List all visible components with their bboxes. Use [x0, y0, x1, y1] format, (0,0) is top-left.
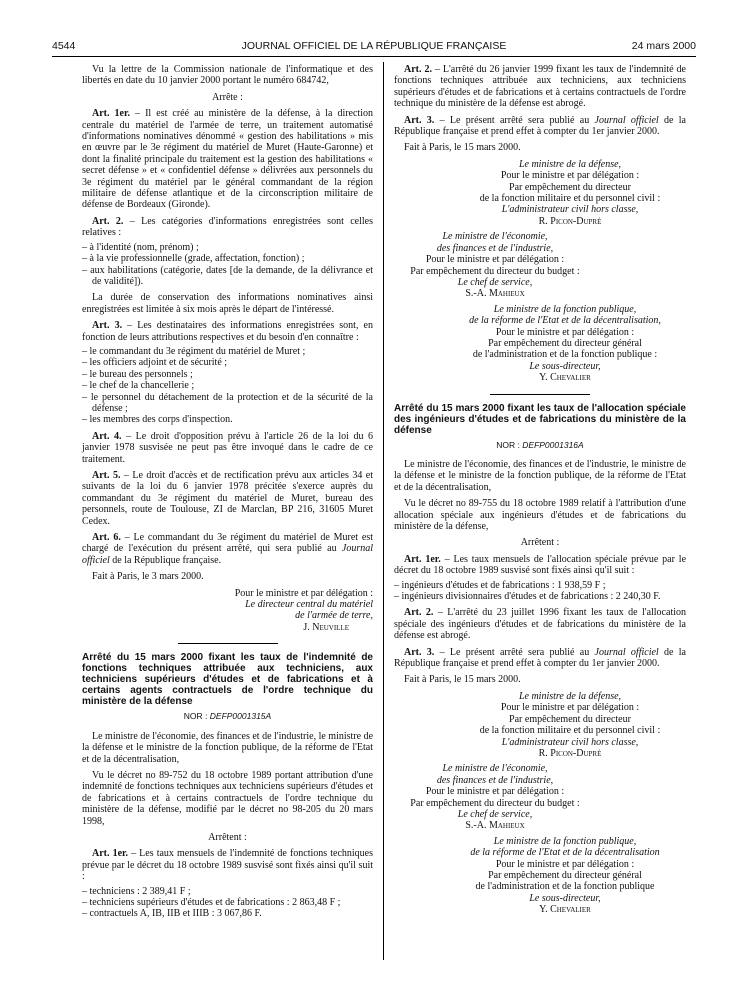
signature-defense: Le ministre de la défense, Pour le ministre et par délégation : Par empêchement du directeur de la fonction militaire et du personnel civil : L'administrateur civil hors classe, R. Picon-Dupré — [394, 159, 686, 227]
right-column — [394, 64, 686, 920]
list-item: – à l'identité (nom, prénom) ; — [82, 241, 199, 253]
signatory-name: Y. Chevalier — [539, 372, 591, 384]
article-4: Art. 4. – Le droit d'opposition prévu à l'article 26 de la loi du 6 janvier 1978 susvisée ne peut pas être invoqué dans le cadre de ce traitement. — [82, 430, 373, 465]
signatory-name: R. Picon-Dupré — [538, 747, 602, 759]
list-item: – ingénieurs d'études et de fabrications : 1 938,59 F ; — [394, 579, 606, 591]
arretent-label: Arrêtent : — [208, 831, 247, 843]
decree-title: Arrêté du 15 mars 2000 fixant les taux de l'indemnité de fonctions techniques attribuée aux techniciens, aux techniciens supérieurs d'études et de fabrications et à certains agents contractuels de l'ordre technique du ministère de la défense — [82, 652, 373, 708]
issue-date: 24 mars 2000 — [631, 40, 696, 52]
list-item: – à la vie professionnelle (grade, affectation, fonction) ; — [82, 253, 305, 265]
ministers-paragraph: Le ministre de l'économie, des finances et de l'industrie, le ministre de la défense et le ministre de la fonction publique, de la réforme de l'Etat et de la décentralisation, — [82, 730, 374, 765]
list-item: – techniciens : 2 389,41 F ; — [82, 885, 191, 897]
vu-decree: Vu le décret no 89-752 du 18 octobre 1989 portant attribution d'une indemnité de fonctions techniques aux techniciens supérieurs d'études et de fabrications et à certains contractuels de l'ordre technique du ministère de la défense, modifié par le décret no 98-205 du 20 mars 1998, — [82, 769, 373, 827]
signatory-name: J. Neuville — [303, 621, 349, 633]
section-separator — [178, 643, 278, 644]
column-divider — [383, 62, 384, 960]
signatory-name: S.-A. Mahieux — [465, 820, 525, 832]
decree-article-3: Art. 3. – Le présent arrêté sera publié au Journal officiel de la République française et prend effet à compter du 1er janvier 2000. — [394, 646, 686, 670]
rates-list — [394, 580, 686, 603]
nor-reference: NOR : DEFP0001315A — [183, 711, 272, 722]
left-column — [82, 64, 373, 925]
signature-block: Pour le ministre et par délégation : Le directeur central du matériel de l'armée de terre, J. Neuville — [82, 588, 373, 634]
article-2-retention: La durée de conservation des informations nominatives ainsi enregistrées est limitée à six mois après le départ de l'intéressé. — [82, 292, 373, 315]
decree-title: Arrêté du 15 mars 2000 fixant les taux de l'allocation spéciale des ingénieurs d'études et de fabrications du ministère de la défense — [394, 402, 686, 436]
article-5: Art. 5. – Le droit d'accès et de rectification prévu aux articles 34 et suivants de la loi du 6 janvier 1978 précitée s'exerce auprès du commandant du 3e régiment du matériel de Muret, bureau des personnels, route de Toulouse, ZI de Marclan, BP 216, 31605 Muret Cedex. — [82, 470, 373, 527]
decree-article-2: Art. 2. – L'arrêté du 23 juillet 1996 fixant les taux de l'allocation spéciale des ingénieurs d'études et de fabrications du ministère de la défense est abrogé. — [394, 607, 686, 642]
signatory-name: S.-A. Mahieux — [465, 288, 525, 300]
list-item: – le personnel du détachement de la protection et de la sécurité de la défense ; — [82, 391, 373, 414]
list-item: – les officiers adjoint et de sécurité ; — [82, 357, 228, 369]
list-item: – le bureau des personnels ; — [82, 368, 193, 380]
arrete-label: Arrête : — [212, 91, 243, 103]
list-item: – le chef de la chancellerie ; — [82, 380, 195, 392]
done-at: Fait à Paris, le 3 mars 2000. — [92, 571, 204, 583]
page-header — [52, 40, 696, 56]
signature-economie: Le ministre de l'économie, des finances et de l'industrie, Pour le ministre et par délégation : Par empêchement du directeur du budget : Le chef de service, S.-A. Mahieux — [394, 763, 686, 831]
intro-paragraph: Vu la lettre de la Commission nationale de l'informatique et des libertés en date du 10 janvier 2000 portant le numéro 684742, — [82, 64, 373, 87]
journal-title: JOURNAL OFFICIEL DE LA RÉPUBLIQUE FRANÇAISE — [241, 40, 507, 52]
signature-economie: Le ministre de l'économie, des finances et de l'industrie, Pour le ministre et par délégation : Par empêchement du directeur du budget : Le chef de service, S.-A. Mahieux — [394, 231, 686, 299]
list-item: – ingénieurs divisionnaires d'études et de fabrications : 2 240,30 F. — [394, 591, 661, 603]
article-2-list — [82, 242, 373, 288]
list-item: – le commandant du 3e régiment du matériel de Muret ; — [82, 345, 306, 357]
done-at: Fait à Paris, le 15 mars 2000. — [404, 142, 521, 154]
nor-reference: NOR : DEFP0001316A — [496, 439, 584, 450]
done-at: Fait à Paris, le 15 mars 2000. — [404, 674, 521, 686]
signature-fonction-publique: Le ministre de la fonction publique, de la réforme de l'Etat et de la décentralisation, Pour le ministre et par délégation : Par empêchement du directeur général de l'administration et de la fonction publique : Le sous-directeur, Y. Chevalier — [394, 304, 686, 384]
article-2-abrogation: Art. 2. – L'arrêté du 26 janvier 1999 fixant les taux de l'indemnité de fonctions techniques attribuée aux techniciens, aux techniciens supérieurs d'études et de fabrications et à certains contractuels de l'ordre technique du ministère de la défense est abrogé. — [394, 64, 686, 110]
decree-article-1: Art. 1er. – Les taux mensuels de l'indemnité de fonctions techniques prévue par le décret du 18 octobre 1989 susvisé sont fixés ainsi qu'il suit : — [82, 848, 373, 883]
article-1: Art. 1er. – Il est créé au ministère de la défense, à la direction centrale du matériel de l'armée de terre, un traitement automatisé d'informations nominatives dénommé « gestion des habilitations » mis en œuvre par le 3e régiment du matériel de Muret (Haute-Garonne) et dont la finalité principale du traitement est la gestion des habilitations « secret défense » et « confidentiel défense » délivrées aux personnels du 3e régiment du matériel par le général commandant de la région militaire de défense atlantique et de la circonscription militaire de défense de Bordeaux (Gironde). — [82, 108, 373, 211]
page-number: 4544 — [52, 40, 76, 52]
signature-fonction-publique: Le ministre de la fonction publique, de la réforme de l'Etat et de la décentralisation Pour le ministre et par délégation : Par empêchement du directeur général de l'administration et de la fonction publique Le sous-directeur, Y. Chevalier — [394, 836, 686, 916]
list-item: – techniciens supérieurs d'études et de fabrications : 2 863,48 F ; — [82, 896, 341, 908]
article-3: Art. 3. – Les destinataires des informations enregistrées sont, en fonction de leurs attributions respectives et du besoin d'en connaître : — [82, 320, 373, 343]
rates-list — [82, 886, 373, 920]
signatory-name: Y. Chevalier — [539, 904, 591, 916]
signatory-name: R. Picon-Dupré — [538, 215, 602, 227]
decree-article-1: Art. 1er. – Les taux mensuels de l'allocation spéciale prévue par le décret du 18 octobre 1989 susvisé sont fixés ainsi qu'il suit : — [394, 553, 687, 577]
article-3-publication: Art. 3. – Le présent arrêté sera publié au Journal officiel de la République française et prend effet à compter du 1er janvier 2000. — [394, 114, 686, 138]
list-item: – contractuels A, IB, IIB et IIIB : 3 067,86 F. — [82, 908, 262, 920]
list-item: – les membres des corps d'inspection. — [82, 414, 233, 426]
article-6: Art. 6. – Le commandant du 3e régiment du matériel de Muret est chargé de l'exécution du présent arrêté, qui sera publié au Journal officiel de la République française. — [82, 532, 374, 566]
ministers-paragraph: Le ministre de l'économie, des finances et de l'industrie, le ministre de la défense et le ministre de la fonction publique, de la réforme de l'Etat et de la décentralisation, — [394, 458, 686, 493]
signature-defense: Le ministre de la défense, Pour le ministre et par délégation : Par empêchement du directeur de la fonction militaire et du personnel civil : L'administrateur civil hors classe, R. Picon-Dupré — [394, 691, 686, 759]
section-separator — [490, 394, 590, 395]
article-2: Art. 2. – Les catégories d'informations enregistrées sont celles relatives : — [82, 215, 373, 239]
header-rule — [52, 56, 696, 57]
arretent-label: Arrêtent : — [520, 537, 560, 549]
list-item: – aux habilitations (catégorie, dates [de la demande, de la délivrance et de validité]). — [82, 264, 373, 287]
article-3-list — [82, 346, 373, 426]
vu-decree: Vu le décret no 89-755 du 18 octobre 1989 relatif à l'attribution d'une allocation spéciale aux ingénieurs d'études et de fabrications du ministère de la défense, — [394, 498, 686, 532]
